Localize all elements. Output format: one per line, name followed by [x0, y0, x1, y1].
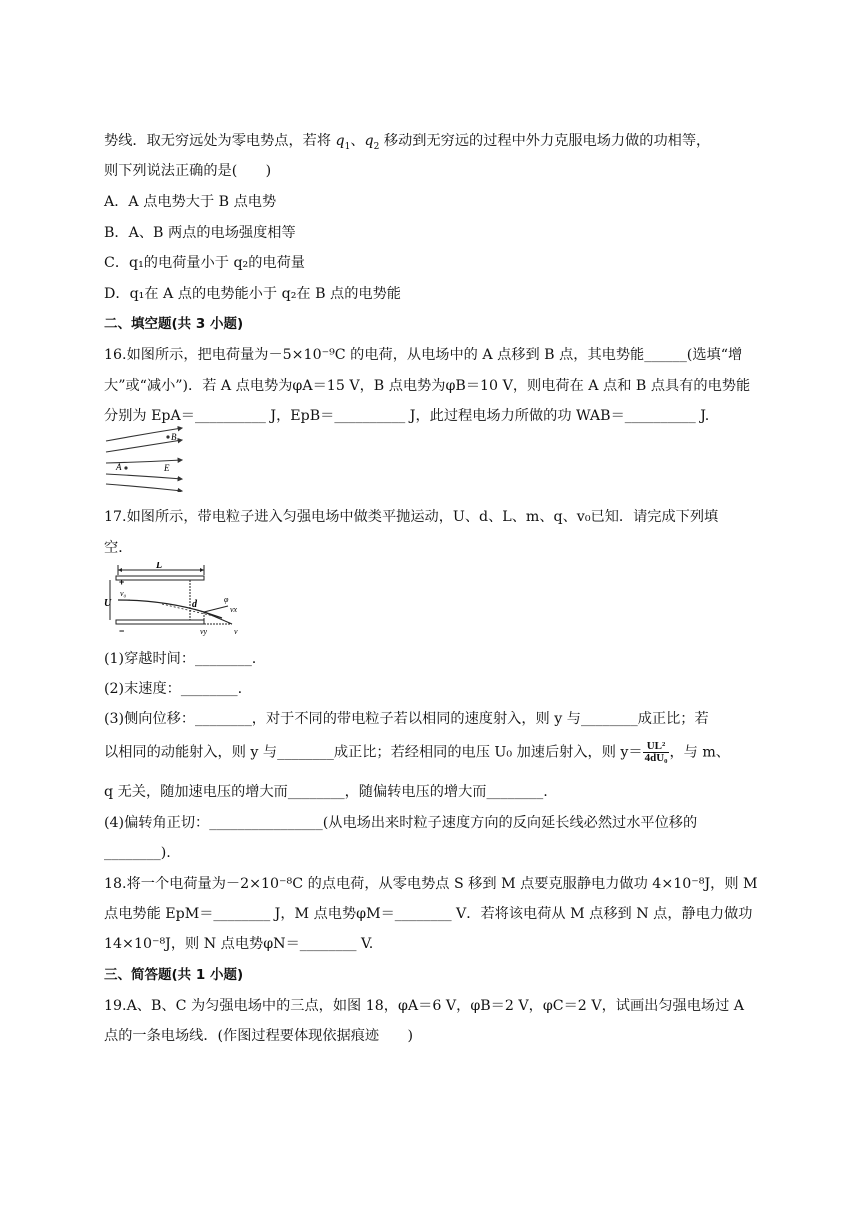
fraction-denominator: 4dU₀: [644, 752, 668, 764]
minus-sign: −: [119, 626, 125, 636]
section-2-heading: 二、填空题(共 3 小题): [104, 316, 244, 332]
formula-fraction: [643, 741, 670, 764]
length-label: L: [156, 562, 163, 571]
field-line: [106, 474, 182, 479]
vx-label: vx: [230, 605, 238, 614]
q17-deflection-figure: [104, 562, 254, 638]
q15-text-b: 移动到无穷远的过程中外力克服电场力做的功相等，: [379, 133, 711, 149]
q17-line-2: 空．: [104, 540, 133, 556]
q2-symbol: q: [364, 133, 374, 149]
q17-sub-4-line-1: (4)偏转角正切：________________(从电场出来时粒子速度方向的反向延长线必然过水平位移的: [104, 815, 698, 831]
q17-sub-4-line-2: ________).: [104, 845, 171, 861]
q17-sub-2: (2)末速度：________.: [104, 681, 243, 697]
section-3-heading: 三、简答题(共 1 小题): [104, 967, 244, 983]
velocity-vector: [204, 612, 232, 624]
vy-label: vy: [200, 627, 208, 636]
q17-sub-3-line-1: (3)侧向位移：________，对于不同的带电粒子若以相同的速度射入，则 y 与________成正比；若: [104, 711, 709, 727]
point-a-dot: [124, 466, 127, 469]
v0-label: v₀: [120, 589, 127, 598]
q15-line-2: 则下列说法正确的是( ): [104, 163, 272, 179]
q16-line-3: 分别为 EpA＝__________ J，EpB＝__________ J，此过程电场力所做的功 WAB＝__________ J.: [104, 408, 710, 424]
q16-line-2: 大”或“减小”)．若 A 点电势为φA＝15 V，B 点电势为φB＝10 V，则电荷在 A 点和 B 点具有的电势能: [104, 378, 751, 394]
phi-label: φ: [224, 595, 229, 604]
point-b-dot: [166, 435, 169, 438]
point-a-label: A: [116, 462, 122, 472]
voltage-label: U: [104, 598, 112, 609]
q15-option-b: B．A、B 两点的电场强度相等: [104, 225, 296, 241]
q17-sub-3-text-b: ，与 m、: [669, 744, 730, 761]
q17-sub-3-text-a: 以相同的动能射入，则 y 与________成正比；若经相同的电压 U₀ 加速后射入，则 y＝: [104, 744, 643, 761]
point-b-label: B: [171, 432, 177, 442]
q15-option-c: C．q₁的电荷量小于 q₂的电荷量: [104, 255, 305, 271]
q15-option-d: D．q₁在 A 点的电势能小于 q₂在 B 点的电势能: [104, 286, 401, 302]
bottom-plate: [116, 620, 204, 624]
fraction-numerator: UL²: [643, 741, 670, 753]
top-plate: [116, 576, 204, 580]
q15-text: 势线．取无穷远处为零电势点，若将: [104, 133, 336, 149]
plus-sign: +: [119, 577, 125, 587]
q1-sub: 1: [344, 141, 351, 152]
v-label: v: [234, 627, 238, 636]
q17-sub-3-line-3: q 无关，随加速电压的增大而________，随偏转电压的增大而________.: [104, 784, 548, 800]
vx-vector: [204, 606, 228, 612]
q17-sub-3-line-2: [104, 741, 730, 764]
q16-field-lines-figure: [104, 424, 184, 492]
q16-line-1: 16.如图所示，把电荷量为－5×10⁻⁹C 的电荷，从电场中的 A 点移到 B 点，其电势能______(选填“增: [104, 347, 743, 363]
q18-line-1: 18.将一个电荷量为－2×10⁻⁸C 的点电荷，从零电势点 S 移到 M 点要克服静电力做功 4×10⁻⁸J，则 M: [104, 876, 758, 892]
q19-line-2: 点的一条电场线．(作图过程要体现依据痕迹 ): [104, 1028, 414, 1044]
q18-line-2: 点电势能 EpM＝________ J，M 点电势φM＝________ V．若将该电荷从 M 点移到 N 点，静电力做功: [104, 906, 753, 922]
q15-line-1: [104, 131, 710, 157]
field-line: [106, 484, 182, 491]
field-e-label: E: [164, 463, 170, 473]
separator: 、: [350, 133, 365, 149]
trajectory: [118, 600, 222, 618]
gap-label: d: [192, 599, 197, 610]
q19-line-1: 19.A、B、C 为匀强电场中的三点，如图 18，φA＝6 V，φB＝2 V，φC＝2 V，试画出匀强电场过 A: [104, 998, 745, 1014]
q17-line-1: 17.如图所示，带电粒子进入匀强电场中做类平抛运动，U、d、L、m、q、v₀已知．请完成下列填: [104, 509, 719, 525]
q17-sub-1: (1)穿越时间：________.: [104, 651, 257, 667]
q2-sub: 2: [373, 141, 380, 152]
q15-option-a: A．A 点电势大于 B 点电势: [104, 194, 277, 210]
q1-symbol: q: [335, 133, 345, 149]
q18-line-3: 14×10⁻⁸J，则 N 点电势φN＝________ V.: [104, 936, 374, 952]
